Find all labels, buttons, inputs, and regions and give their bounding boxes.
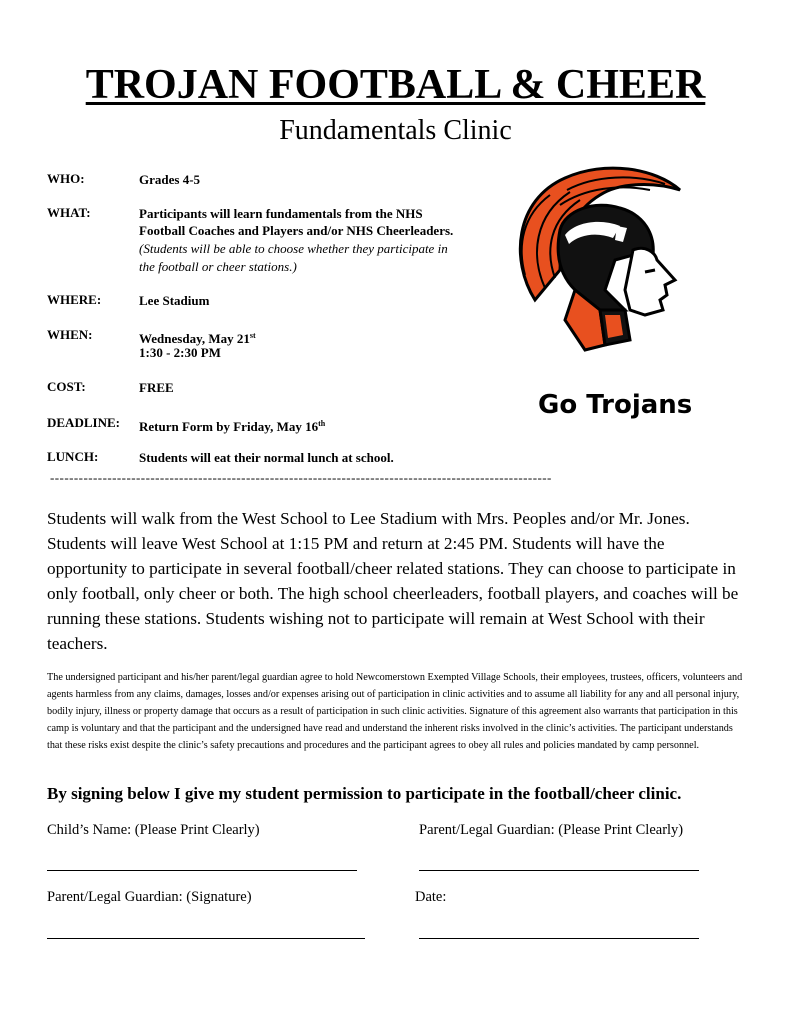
deadline-text: Return Form by Friday, May 16	[139, 419, 319, 434]
guardian-print-line[interactable]	[419, 870, 699, 871]
what-note-1: (Students will be able to choose whether they participate in	[139, 241, 448, 256]
deadline-sup: th	[318, 419, 326, 428]
when-label: WHEN:	[47, 327, 93, 342]
guardian-signature-line[interactable]	[47, 938, 365, 939]
what-label: WHAT:	[47, 205, 91, 220]
date-label: Date:	[415, 889, 447, 905]
lunch-value: Students will eat their normal lunch at school.	[139, 450, 394, 465]
cost-label: COST:	[47, 379, 86, 394]
where-value: Lee Stadium	[139, 293, 210, 308]
page-title: TROJAN FOOTBALL & CHEER	[85, 62, 706, 108]
deadline-label: DEADLINE:	[47, 415, 120, 430]
cut-line: ---------------------------------------------------------------------------------------------------------	[50, 470, 552, 485]
what-note-2: the football or cheer stations.)	[139, 259, 297, 274]
logo-caption: Go Trojans	[538, 390, 693, 420]
child-name-line[interactable]	[47, 870, 357, 871]
where-label: WHERE:	[47, 292, 102, 307]
guardian-print-label: Parent/Legal Guardian: (Please Print Clearly)	[419, 822, 684, 838]
liability-fine-print: The undersigned participant and his/her parent/legal guardian agree to hold Newcomerstown Exempted Village Schools, their employees, trustees, officers, volunteers and agents harmless from any claims, damages, losses and/or expenses arising out of participation in clinic activities and to assume all liability for any and all personal injury, bodily injury, illness or property damage that occurs as a result of participation in such clinic activities. Signature of this agreement also warrants that participation in this camp is voluntary and that the participant and the undersigned have read and understand the inherent risks involved in the clinic’s activities. The participant understands that these risks exist despite the clinic’s safety precautions and procedures and the participant agrees to obey all rules and policies mandated by camp personnel.	[47, 672, 743, 751]
consent-statement: By signing below I give my student permission to participate in the football/cheer clinic.	[47, 784, 682, 803]
deadline-value	[139, 415, 325, 435]
cost-value: FREE	[139, 380, 174, 395]
trojan-helmet-icon	[505, 160, 695, 360]
page-subtitle: Fundamentals Clinic	[279, 115, 512, 146]
child-name-label: Child’s Name: (Please Print Clearly)	[47, 822, 260, 838]
who-value: Grades 4-5	[139, 172, 201, 187]
date-line[interactable]	[419, 938, 699, 939]
what-line-2: Football Coaches and Players and/or NHS Cheerleaders.	[139, 223, 454, 238]
when-time: 1:30 - 2:30 PM	[139, 345, 221, 360]
when-date-text: Wednesday, May 21	[139, 331, 250, 346]
lunch-label: LUNCH:	[47, 449, 99, 464]
when-date-sup: st	[249, 331, 256, 340]
body-paragraph: Students will walk from the West School to Lee Stadium with Mrs. Peoples and/or Mr. Jones. Students will leave West School at 1:15 PM and return at 2:45 PM. Students will have the opportunity to participate in several football/cheer related stations. They can choose to participate in only football, only cheer or both. The high school cheerleaders, football players, and coaches will be running these stations. Students wishing not to participate will remain at West School with their teachers.	[47, 509, 739, 653]
what-line-1: Participants will learn fundamentals from the NHS	[139, 206, 423, 221]
guardian-signature-label: Parent/Legal Guardian: (Signature)	[47, 889, 252, 905]
who-label: WHO:	[47, 171, 85, 186]
